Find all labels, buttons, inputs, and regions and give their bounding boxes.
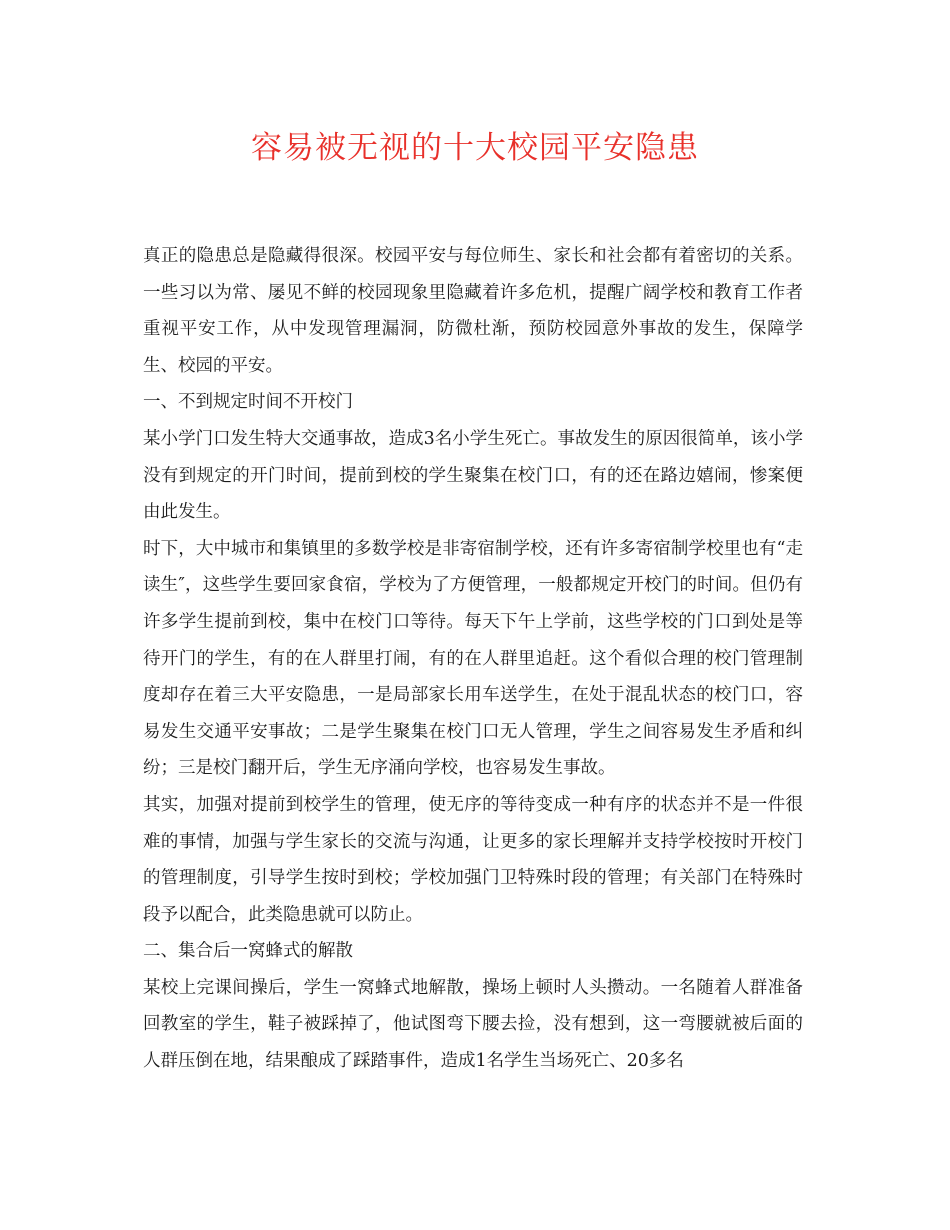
paragraph-gate-solution: 其实，加强对提前到校学生的管理，使无序的等待变成一种有序的状态并不是一件很难的事情，加强与学生家长的交流与沟通，让更多的家长理解并支持学校按时开校门的管理制度，引导学生按时到校；学校加强门卫特殊时段的管理；有关部门在特殊时段予以配合，此类隐患就可以防止。	[143, 794, 803, 925]
paragraph-accident-case: 某小学门口发生特大交通事故，造成3名小学生死亡。事故发生的原因很简单，该小学没有到规定的开门时间，提前到校的学生聚集在校门口，有的还在路边嬉闹，惨案便由此发生。	[143, 428, 803, 523]
paragraph-stampede-case: 某校上完课间操后，学生一窝蜂式地解散，操场上顿时人头攒动。一名随着人群准备回教室的学生，鞋子被踩掉了，他试图弯下腰去捡，没有想到，这一弯腰就被后面的人群压倒在地，结果酿成了踩踏事件，造成1名学生当场死亡、20多名	[143, 977, 803, 1072]
section-heading-1: 一、不到规定时间不开校门	[143, 392, 353, 413]
document-title: 容易被无视的十大校园平安隐患	[251, 130, 699, 166]
document-body	[143, 238, 803, 1080]
section-heading-2: 二、集合后一窝蜂式的解散	[143, 941, 353, 962]
paragraph-intro: 真正的隐患总是隐藏得很深。校园平安与每位师生、家长和社会都有着密切的关系。一些习以为常、屡见不鲜的校园现象里隐藏着许多危机，提醒广阔学校和教育工作者重视平安工作，从中发现管理漏洞，防微杜渐，预防校园意外事故的发生，保障学生、校园的平安。	[143, 246, 803, 376]
paragraph-gate-hazards: 时下，大中城市和集镇里的多数学校是非寄宿制学校，还有许多寄宿制学校里也有“走读生″，这些学生要回家食宿，学校为了方便管理，一般都规定开校门的时间。但仍有许多学生提前到校，集中在校门口等待。每天下午上学前，这些学校的门口到处是等待开门的学生，有的在人群里打闹，有的在人群里追赶。这个看似合理的校门管理制度却存在着三大平安隐患，一是局部家长用车送学生，在处于混乱状态的校门口，容易发生交通平安事故；二是学生聚集在校门口无人管理，学生之间容易发生矛盾和纠纷；三是校门翻开后，学生无序涌向学校，也容易发生事故。	[143, 538, 803, 779]
